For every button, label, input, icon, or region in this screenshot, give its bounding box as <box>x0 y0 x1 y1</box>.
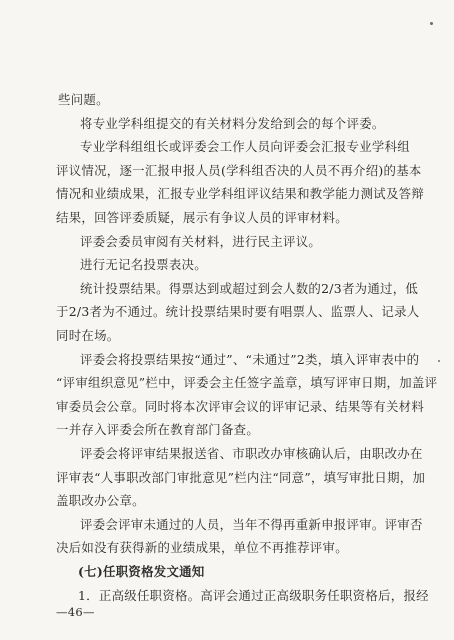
text-line: 些问题。 <box>58 92 109 107</box>
text-line: 统计投票结果。得票达到或超过到会人数的2/3者为通过，低 <box>80 280 419 296</box>
scan-speck <box>430 22 433 25</box>
text-line: 进行无记名投票表决。 <box>80 257 207 273</box>
text-line: 情况和业绩成果，汇报专业学科组评议结果和教学能力测试及答辩 <box>56 186 425 202</box>
text-line: 评委会委员审阅有关材料，进行民主评议。 <box>80 233 322 249</box>
text-line: 结果，回答评委质疑，展示有争议人员的评审材料。 <box>56 210 348 225</box>
text-line: 决后如没有获得新的业绩成果，单位不再推荐评审。 <box>56 540 348 556</box>
text-line: “评审组织意见”栏中，评委会主任签字盖章，填写评审日期，加盖评 <box>56 375 438 391</box>
text-line: 审委员会公章。同时将本次评审会议的评审记录、结果等有关材料 <box>56 398 425 414</box>
text-line: 评议情况，逐一汇报申报人员(学科组否决的人员不再介绍)的基本 <box>56 162 422 178</box>
page-number: —46— <box>56 605 95 619</box>
section-heading: (七)任职资格发文通知 <box>78 564 205 579</box>
text-line: 将专业学科组提交的有关材料分发给到会的每个评委。 <box>80 115 385 131</box>
text-line: 一并存入评委会所在教育部门备查。 <box>56 422 260 438</box>
text-line: 于2/3者为不通过。统计投票结果时要有唱票人、监票人、记录人 <box>56 304 420 320</box>
text-line: 盖职改办公章。 <box>56 493 145 509</box>
text-line: 同时在场。 <box>56 328 120 343</box>
text-line: 专业学科组组长或评委会工作人员向评委会汇报专业学科组 <box>80 139 410 155</box>
text-line: 评委会将评审结果报送省、市职改办审核确认后，由职改办在 <box>80 446 423 461</box>
text-line: 评审表“人事职改部门审批意见”栏内注“同意”，填写审批日期，加 <box>56 469 426 485</box>
scan-speck <box>438 360 440 362</box>
text-line: 评委会将投票结果按“通过”、“未通过”2类，填入评审表中的 <box>80 351 420 367</box>
text-line: 1．正高级任职资格。高评会通过正高级职务任职资格后，报经 <box>78 587 429 603</box>
text-line: 评委会评审未通过的人员，当年不得再重新申报评审。评审否 <box>80 516 423 532</box>
